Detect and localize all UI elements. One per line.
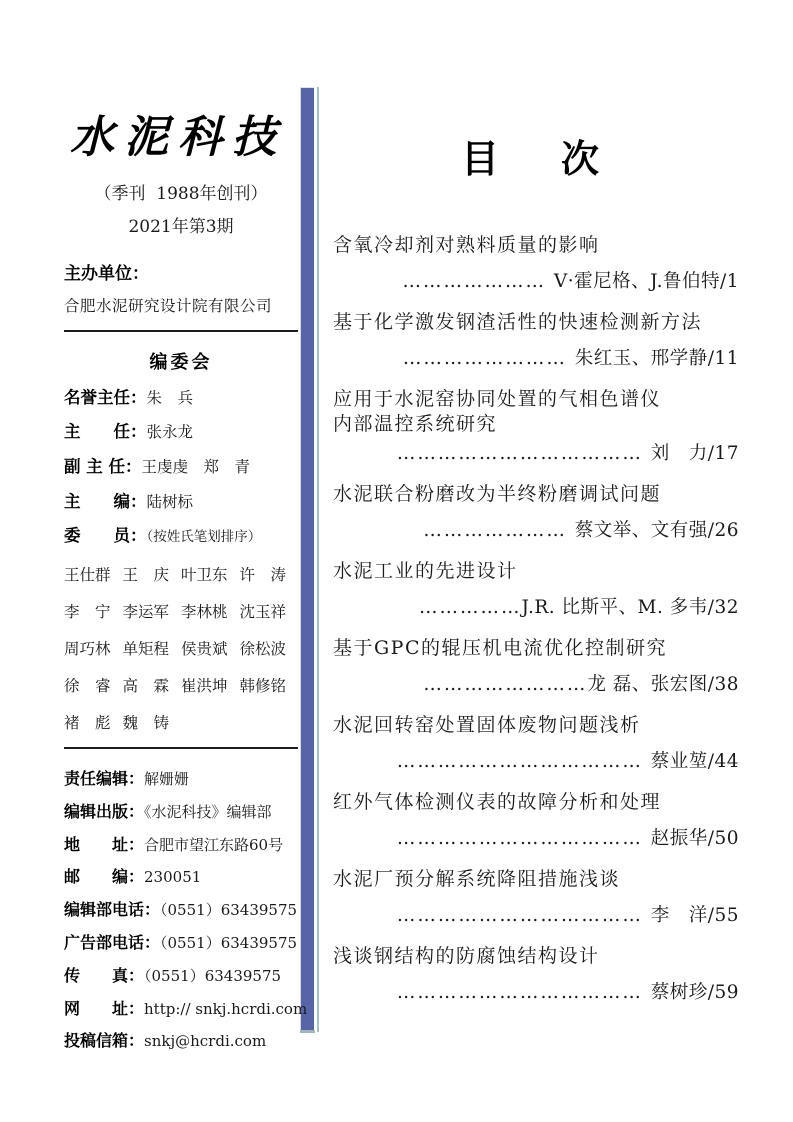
article-title-line2: 内部温控系统研究	[333, 413, 498, 435]
pub-label: 网 址：	[64, 998, 145, 1018]
pub-label: 编辑出版：	[64, 801, 145, 821]
member-name: 褚 彪	[64, 713, 111, 732]
toc-heading: 目 次	[460, 136, 611, 181]
dot-leader: ………………………………	[396, 751, 651, 772]
dot-leader: ………………………………	[396, 443, 651, 464]
pub-value: （0551）63439575	[160, 901, 298, 920]
pub-label: 邮 编：	[64, 867, 145, 887]
toc-entry	[333, 482, 739, 542]
website-url: http:// snkj.hcrdi.com	[144, 999, 308, 1018]
column-divider	[297, 87, 323, 1034]
editorial-board-heading: 编委会	[149, 351, 213, 373]
divider-blue-bar	[300, 87, 314, 1031]
member-name: 单矩程	[122, 639, 170, 658]
member-name: 李林桃	[181, 602, 228, 621]
dot-leader: ……………………	[402, 348, 575, 369]
pub-label: 传 真：	[64, 965, 145, 985]
article-title: 含氧冷却剂对熟料质量的影响	[333, 234, 600, 256]
member-name: 李 宁	[64, 602, 111, 621]
toc-entry	[333, 387, 739, 465]
pub-value: 解姗姗	[144, 769, 190, 788]
pub-value: （0551）63439575	[144, 966, 282, 985]
member-name: 李运军	[122, 602, 170, 621]
pub-row-submission-email	[64, 1031, 298, 1052]
article-authors-page: J.R. 比斯平、M. 多韦/32	[521, 597, 739, 618]
article-title: 应用于水泥窑协同处置的气相色谱仪	[333, 388, 662, 410]
pub-label: 编辑部电话：	[64, 900, 161, 920]
role-value: 陆树标	[146, 492, 194, 511]
toc-entry	[333, 944, 739, 1004]
dot-leader: …………………	[402, 271, 554, 292]
member-name: 王仕群	[64, 565, 111, 584]
toc-entry	[333, 233, 739, 293]
pub-row-responsible-editor	[64, 769, 298, 790]
journal-subtitle-frequency: （季刊 1988年创刊）	[94, 183, 268, 204]
article-ref	[333, 593, 739, 619]
article-ref	[333, 439, 739, 465]
pub-label: 责任编辑：	[64, 768, 145, 788]
member-name: 叶卫东	[181, 565, 228, 584]
pub-row-editorial-phone	[64, 900, 298, 921]
role-deputy-director	[64, 457, 298, 478]
member-name: 崔洪坤	[181, 676, 228, 695]
toc-entry	[333, 310, 739, 370]
divider-rule-bottom	[64, 747, 298, 749]
article-authors-page: 李 洋/55	[650, 905, 739, 926]
divider-shadow	[300, 1030, 315, 1033]
article-ref	[333, 267, 739, 293]
role-chief-editor	[64, 492, 298, 513]
role-value: 王虔虔 郑 青	[141, 458, 251, 477]
dot-leader: ………………………………	[396, 828, 651, 849]
article-ref	[333, 747, 739, 773]
dot-leader: ……………	[418, 597, 522, 618]
publication-info	[64, 768, 308, 1052]
member-name: 魏 铸	[122, 713, 170, 732]
toc-entry	[333, 713, 739, 773]
article-title: 水泥厂预分解系统降阻措施浅谈	[333, 868, 621, 890]
member-name: 王 庆	[122, 565, 170, 584]
article-authors-page: 蔡树珍/59	[650, 982, 739, 1003]
pub-row-publisher	[64, 802, 298, 823]
sponsor-label: 主办单位：	[64, 263, 149, 284]
article-title: 基于化学激发钢渣活性的快速检测新方法	[333, 311, 703, 333]
pub-row-address	[64, 835, 298, 856]
pub-row-fax	[64, 966, 298, 987]
toc-entry	[333, 559, 739, 619]
role-note: （按姓氏笔划排序）	[146, 529, 262, 546]
divider-thin-line	[317, 87, 319, 1032]
member-name: 高 霖	[122, 676, 170, 695]
dot-leader: ………………………………	[396, 905, 651, 926]
article-ref	[333, 978, 739, 1004]
table-of-contents	[333, 128, 739, 1021]
masthead-column	[64, 112, 308, 1052]
article-authors-page: 赵振华/50	[650, 828, 739, 849]
member-name: 韩修铭	[239, 676, 287, 695]
role-label: 副 主 任：	[64, 457, 142, 477]
member-name: 徐 睿	[64, 676, 111, 695]
article-authors-page: 龙 磊、张宏图/38	[587, 674, 739, 695]
article-ref	[333, 670, 739, 696]
toc-entry	[333, 867, 739, 927]
pub-label: 地 址：	[64, 834, 145, 854]
journal-issue-number: 2021年第3期	[128, 216, 234, 237]
committee-member-list	[64, 563, 298, 733]
pub-row-website	[64, 998, 308, 1020]
toc-entry	[333, 790, 739, 850]
pub-value: 《水泥科技》编辑部	[144, 802, 272, 821]
dot-leader: ……………………	[423, 674, 588, 695]
role-director	[64, 422, 298, 443]
pub-value: 合肥市望江东路60号	[144, 835, 284, 854]
pub-row-postcode	[64, 867, 298, 888]
submission-email: snkj@hcrdi.com	[144, 1032, 267, 1051]
divider-rule-top	[64, 330, 298, 332]
article-authors-page: 蔡业堃/44	[650, 751, 739, 772]
sponsor-value: 合肥水泥研究设计院有限公司	[64, 296, 273, 315]
pub-value: 230051	[144, 868, 202, 887]
role-value: 张永龙	[146, 423, 194, 442]
dot-leader: …………………	[423, 520, 575, 541]
editorial-board-roles	[64, 388, 298, 547]
role-honorary-director	[64, 388, 298, 409]
role-label: 名誉主任：	[64, 387, 147, 407]
role-label: 主 任：	[64, 422, 147, 442]
article-authors-page: 刘 力/17	[650, 443, 739, 464]
toc-entry	[333, 636, 739, 696]
article-ref	[333, 824, 739, 850]
pub-value: （0551）63439575	[160, 933, 298, 952]
pub-label: 投稿信箱：	[64, 1031, 145, 1051]
member-name: 沈玉祥	[239, 602, 287, 621]
article-title: 水泥联合粉磨改为半终粉磨调试问题	[333, 483, 662, 505]
role-label: 主 编：	[64, 491, 147, 511]
article-authors-page: 朱红玉、邢学静/11	[574, 348, 739, 369]
dot-leader: ………………………………	[396, 982, 651, 1003]
article-title: 水泥回转窑处置固体废物问题浅析	[333, 714, 641, 736]
article-ref	[333, 516, 739, 542]
role-label: 委 员：	[64, 526, 147, 546]
article-authors-page: 蔡文举、文有强/26	[574, 520, 739, 541]
article-ref	[333, 344, 739, 370]
role-members	[64, 526, 298, 547]
journal-title: 水泥科技	[70, 112, 286, 163]
article-title: 水泥工业的先进设计	[333, 560, 518, 582]
article-title: 红外气体检测仪表的故障分析和处理	[333, 791, 662, 813]
member-name: 侯贵斌	[181, 639, 228, 658]
pub-label: 广告部电话：	[64, 932, 161, 952]
article-ref	[333, 901, 739, 927]
pub-row-ad-phone	[64, 933, 298, 954]
member-name: 徐松波	[239, 639, 287, 658]
member-name: 周巧林	[64, 639, 111, 658]
article-authors-page: V·霍尼格、J.鲁伯特/1	[553, 271, 739, 292]
role-value: 朱 兵	[146, 388, 194, 407]
article-title: 基于GPC的辊压机电流优化控制研究	[333, 637, 668, 659]
member-name: 许 涛	[239, 565, 287, 584]
article-title: 浅谈钢结构的防腐蚀结构设计	[333, 945, 600, 967]
